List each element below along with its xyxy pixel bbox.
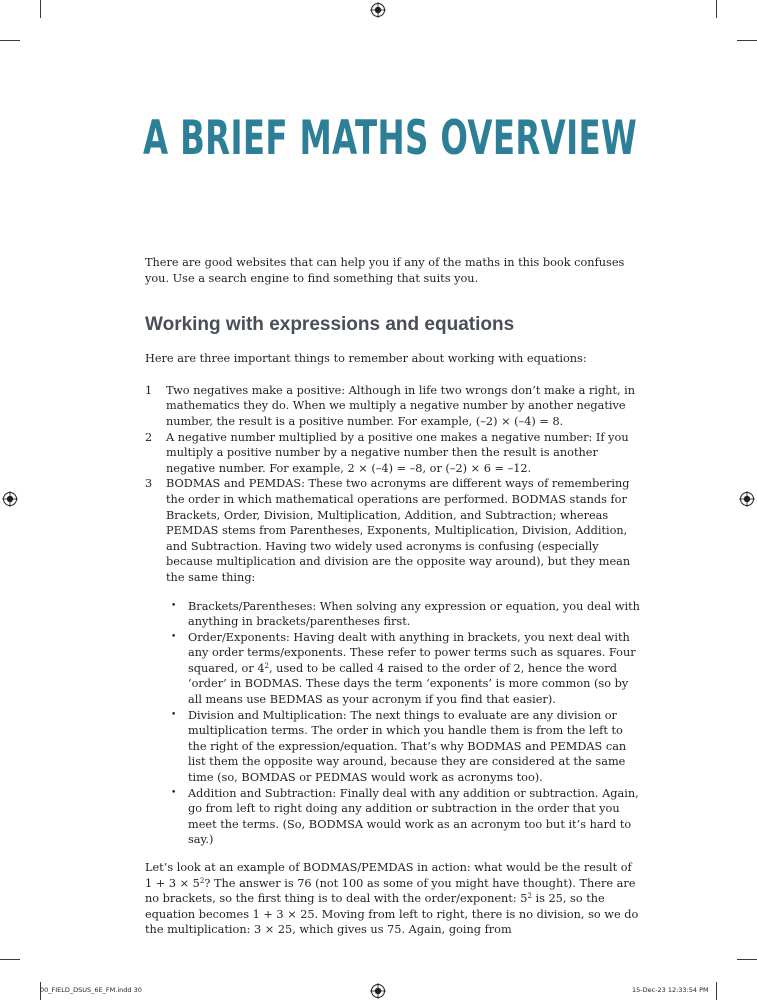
bullet-item <box>166 786 642 848</box>
list-number: 1 <box>145 383 153 397</box>
bullet-item <box>166 708 642 786</box>
closing-text: Let’s look at an example of BODMAS/PEMDAS in action: what would be the result of 1 + 3 × 5 <box>145 861 632 890</box>
superscript: 2 <box>527 892 532 901</box>
bullet-icon: • <box>171 631 177 642</box>
crop-mark-right-bottom <box>737 959 757 960</box>
bullet-icon: • <box>171 787 177 798</box>
page-title: A BRIEF MATHS OVERVIEW <box>143 111 638 166</box>
crop-mark-left-bottom <box>0 959 20 960</box>
footer-timestamp: 15-Dec-23 12:33:54 PM <box>632 986 709 994</box>
bullet-icon: • <box>171 709 177 720</box>
list-number: 2 <box>145 430 153 444</box>
crop-mark-right-top <box>737 40 757 41</box>
bullet-text: , used to be called 4 raised to the order of 2, hence the word ‘order’ in BODMAS. These days the term ‘exponents’ is more common (so by all means use BEDMAS as your acronym if you find that easier). <box>188 661 629 707</box>
registration-mark-icon <box>739 491 755 507</box>
superscript: 2 <box>264 661 269 670</box>
bullet-icon: • <box>171 600 177 611</box>
bullet-text: Addition and Subtraction: Finally deal with any addition or subtraction. Again, go from left to right doing any addition or subtraction in the order that you meet the terms. (So, BODMSA would work as an acronym too but it’s hard to say.) <box>188 786 639 847</box>
closing-text: is 25, so the equation becomes 1 + 3 × 25. Moving from left to right, there is no division, so we do the multiplication: 3 × 25, which gives us 75. Again, going from <box>145 892 639 937</box>
bullet-list <box>166 599 642 849</box>
numbered-list <box>145 383 642 848</box>
crop-mark-bottom-right <box>716 982 717 1000</box>
bullet-item <box>166 630 642 708</box>
list-item <box>145 430 642 477</box>
crop-mark-top-right <box>716 0 717 18</box>
body-text <box>145 255 642 938</box>
list-item <box>145 383 642 430</box>
bullet-text: Division and Multiplication: The next things to evaluate are any division or multiplication terms. The order in which you handle them is from the left to the right of the expression/equation. That’s why BODMAS and PEMDAS can list them the opposite way around, because they are considered at the same time (so, BOMDAS or PEDMAS would work as acronyms too). <box>188 708 627 785</box>
list-item <box>145 476 642 848</box>
list-item-text: Two negatives make a positive: Although in life two wrongs don’t make a right, in mathematics they do. When we multiply a negative number by another negative number, the result is a positive number. For example, (–2) × (–4) = 8. <box>166 383 636 428</box>
intro-paragraph: There are good websites that can help you if any of the maths in this book confuses you. Use a search engine to find something that suits you. <box>145 256 625 285</box>
superscript: 2 <box>199 876 205 885</box>
bullet-text: Order/Exponents: Having dealt with anything in brackets, you next deal with any order terms/exponents. These refer to power terms such as squares. Four squared, or 4 <box>188 630 636 675</box>
list-item-text: A negative number multiplied by a positive one makes a negative number: If you multiply a positive number by a negative number then the result is another negative number. For example, 2 × (–4) = –8, or (–2) × 6 = –12. <box>166 430 629 475</box>
list-number: 3 <box>145 477 153 491</box>
list-item-text: BODMAS and PEMDAS: These two acronyms are different ways of remembering the order in which mathematical operations are performed. BODMAS stands for Brackets, Order, Division, Multiplication, Addition, and Subtraction; whereas PEMDAS stems from Parentheses, Exponents, Multiplication, Division, Addition, and Subtraction. Having two widely used acronyms is confusing (especially because multiplication and division are the opposite way around), but they mean the same thing: <box>166 477 631 584</box>
registration-mark-icon <box>370 2 386 18</box>
registration-mark-icon <box>370 983 386 999</box>
crop-mark-top-left <box>40 0 41 18</box>
bullet-text: Brackets/Parentheses: When solving any expression or equation, you deal with anything in brackets/parentheses first. <box>188 599 640 629</box>
footer-file-slug: 00_FIELD_DSUS_6E_FM.indd 30 <box>40 986 142 994</box>
section-heading: Working with expressions and equations <box>145 314 515 336</box>
lead-paragraph: Here are three important things to remember about working with equations: <box>145 352 587 366</box>
closing-text: ? The answer is 76 (not 100 as some of you might have thought). There are no brackets, so the first thing is to deal with the order/exponent: 5 <box>145 876 636 906</box>
crop-mark-left-top <box>0 40 20 41</box>
closing-paragraph <box>145 860 642 938</box>
registration-mark-icon <box>2 491 18 507</box>
bullet-item <box>166 599 642 630</box>
